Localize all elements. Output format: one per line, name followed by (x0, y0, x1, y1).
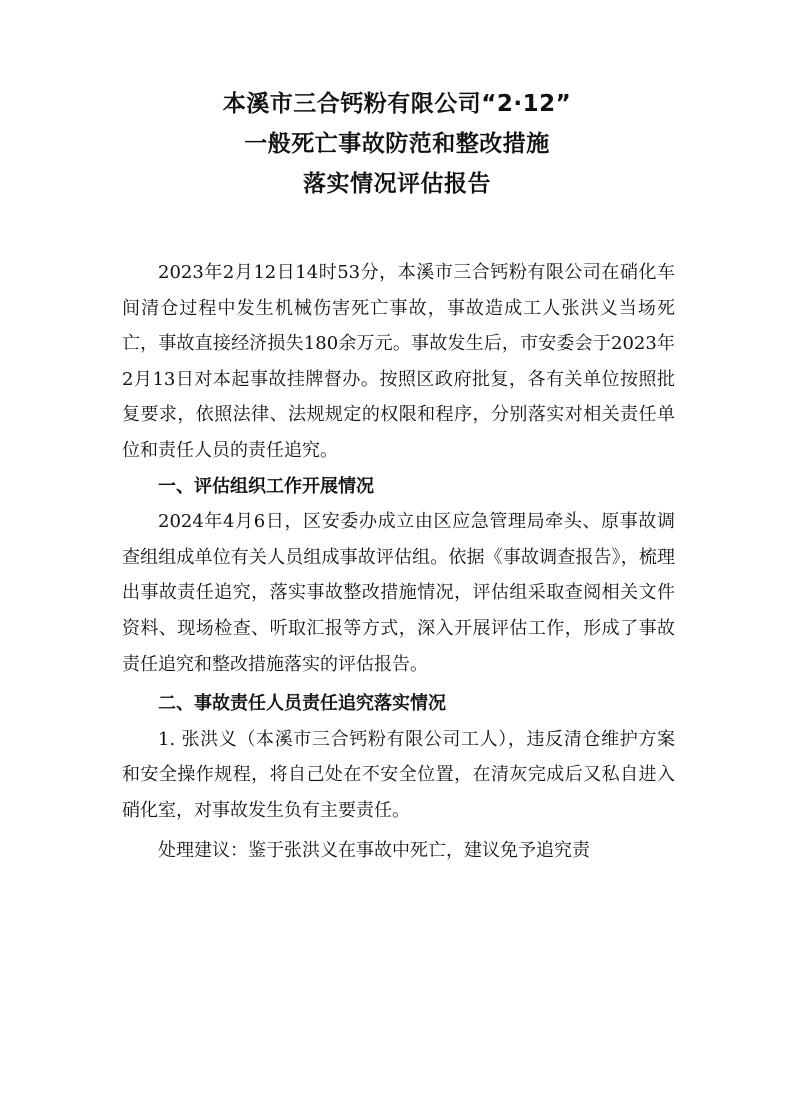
section-2-suggestion: 处理建议：鉴于张洪义在事故中死亡，建议免予追究责 (158, 839, 590, 861)
title-line-2: 一般死亡事故防范和整改措施 (244, 131, 550, 157)
section-2-heading: 二、事故责任人员责任追究落实情况 (158, 693, 446, 715)
section-2-item-1: 1. 张洪义（本溪市三合钙粉有限公司工人），违反清仓维护方案和安全操作规程，将自己处在不安全位置，在清灰完成后又私自进入硝化室，对事故发生负有主要责任。 (122, 728, 675, 821)
intro-paragraph: 2023年2月12日14时53分，本溪市三合钙粉有限公司在硝化车间清仓过程中发生机械伤害死亡事故，事故造成工人张洪义当场死亡，事故直接经济损失180余万元。事故发生后，市安委会于2023年2月13日对本起事故挂牌督办。按照区政府批复，各有关单位按照批复要求，依照法律、法规规定的权限和程序，分别落实对相关责任单位和责任人员的责任追究。 (122, 262, 675, 461)
section-1-paragraph: 2024年4月6日，区安委办成立由区应急管理局牵头、原事故调查组组成单位有关人员组成事故评估组。依据《事故调查报告》，梳理出事故责任追究，落实事故整改措施情况，评估组采取查阅相关文件资料、现场检查、听取汇报等方式，深入开展评估工作，形成了事故责任追究和整改措施落实的评估报告。 (122, 511, 675, 675)
section-1-heading: 一、评估组织工作开展情况 (158, 475, 374, 497)
title-line-1: 本溪市三合钙粉有限公司“2·12” (222, 91, 572, 117)
title-line-3: 落实情况评估报告 (303, 171, 491, 197)
document-title (0, 84, 794, 204)
document-body (122, 255, 675, 868)
